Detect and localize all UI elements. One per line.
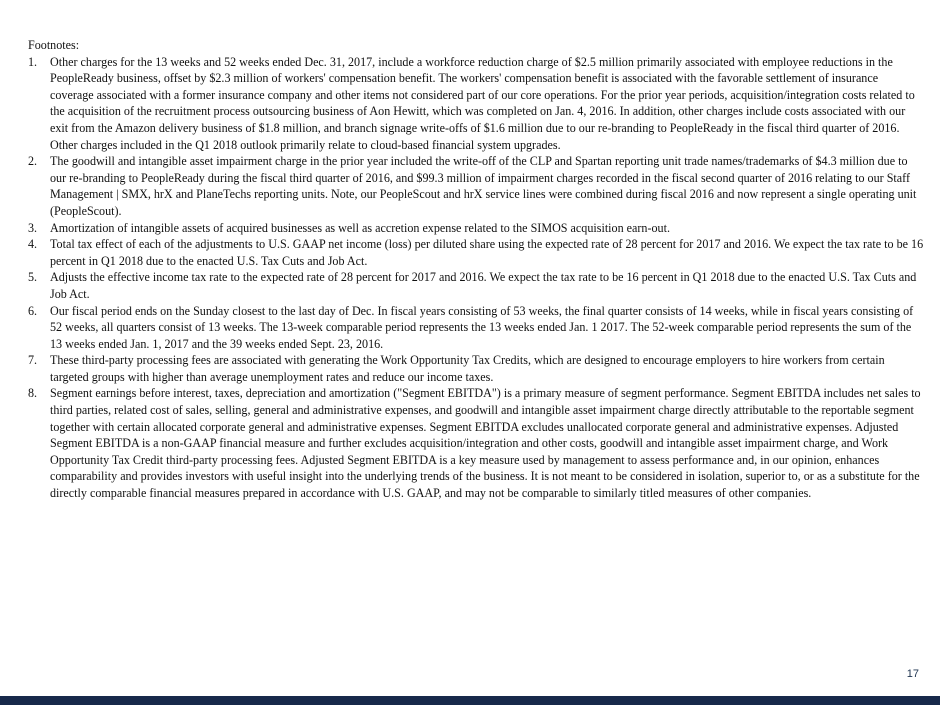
footnotes-section [28,37,924,502]
footnote-number: 2. [28,154,38,169]
footnote-text: The goodwill and intangible asset impairment charge in the prior year included the write-off of the CLP and Spartan reporting unit trade names/trademarks of $4.3 million due to our re-branding to PeopleReady during the fiscal third quarter of 2016, and $99.3 million of impairment charges recorded in the fiscal second quarter of 2016 relating to our Staff Management | SMX, hrX and PlaneTechs reporting units. Note, our PeopleScout and hrX service lines were combined during fiscal 2016 and now represent a single operating unit (PeopleScout). [50,154,917,218]
page-number: 17 [906,668,919,680]
footnote-text: Our fiscal period ends on the Sunday closest to the last day of Dec. In fiscal years consisting of 53 weeks, the final quarter consists of 14 weeks, while in fiscal years consisting of 52 weeks, all quarters consist of 13 weeks. The 13-week comparable period represents the 13 weeks ended Jan. 1 2017. The 52-week comparable period represents the sum of the 13 weeks ended Jan. 1, 2017 and the 39 weeks ended Sept. 23, 2016. [50,303,914,351]
footnote-item [28,153,924,219]
footnote-text: Adjusts the effective income tax rate to the expected rate of 28 percent for 2017 and 2016. We expect the tax rate to be 16 percent in Q1 2018 due to the enacted U.S. Tax Cuts and Job Act. [50,270,917,301]
footnote-item [28,352,924,385]
footnote-number: 1. [28,54,38,69]
footnote-number: 8. [28,386,38,401]
footnote-item [28,385,924,501]
footnotes-heading: Footnotes: [28,38,80,52]
footnote-number: 4. [28,237,38,252]
footnote-number: 6. [28,303,38,318]
footnote-number: 5. [28,270,38,285]
footnote-text: Other charges for the 13 weeks and 52 weeks ended Dec. 31, 2017, include a workforce reduction charge of $2.5 million primarily associated with employee reductions in the PeopleReady business, offset by $2.3 million of workers' compensation benefit. The workers' compensation benefit is associated with the favorable settlement of insurance coverage associated with a former insurance company and other items not considered part of our core operations. For the prior year periods, acquisition/integration costs related to the acquisition of the recruitment process outsourcing business of Aon Hewitt, which was completed on Jan. 4, 2016. In addition, other charges include costs associated with our exit from the Amazon delivery business of $1.8 million, and branch signage write-offs of $1.6 million due to our re-branding to PeopleReady in the fiscal third quarter of 2016. Other charges included in the Q1 2018 outlook primarily relate to cloud-based financial system upgrades. [50,54,915,152]
footnote-text: Segment earnings before interest, taxes, depreciation and amortization ("Segment EBITDA") is a primary measure of segment performance. Segment EBITDA includes net sales to third parties, related cost of sales, selling, general and administrative expenses, and goodwill and intangible asset impairment charge directly attributable to the reportable segment together with certain allocated corporate general and administrative expenses. Segment EBITDA excludes unallocated corporate general and administrative expenses. Adjusted Segment EBITDA is a non-GAAP financial measure and further excludes acquisition/integration and other costs, goodwill and intangible asset impairment charge, and Work Opportunity Tax Credit third-party processing fees. Adjusted Segment EBITDA is a key measure used by management to assess performance and, in our opinion, enhances comparability and provides investors with useful insight into the underlying trends of the business. It is not meant to be considered in isolation, superior to, or as a substitute for the directly comparable financial measures prepared in accordance with U.S. GAAP, and may not be comparable to similarly titled measures of other companies. [50,386,921,501]
footnote-item [28,236,924,269]
footnote-item [28,269,924,302]
footnote-text: These third-party processing fees are associated with generating the Work Opportunity Tax Credits, which are designed to encourage employers to hire workers from certain targeted groups with higher than average unemployment rates and reduce our income taxes. [50,353,885,384]
footnote-number: 3. [28,220,38,235]
footnote-number: 7. [28,353,38,368]
footnote-item [28,303,924,353]
footnote-item [28,54,924,154]
footer-bar [0,696,940,705]
footnote-text: Amortization of intangible assets of acquired businesses as well as accretion expense related to the SIMOS acquisition earn-out. [50,220,670,235]
footnote-text: Total tax effect of each of the adjustments to U.S. GAAP net income (loss) per diluted share using the expected rate of 28 percent for 2017 and 2016. We expect the tax rate to be 16 percent in Q1 2018 due to the enacted U.S. Tax Cuts and Job Act. [50,237,924,268]
footnote-item [28,220,924,237]
